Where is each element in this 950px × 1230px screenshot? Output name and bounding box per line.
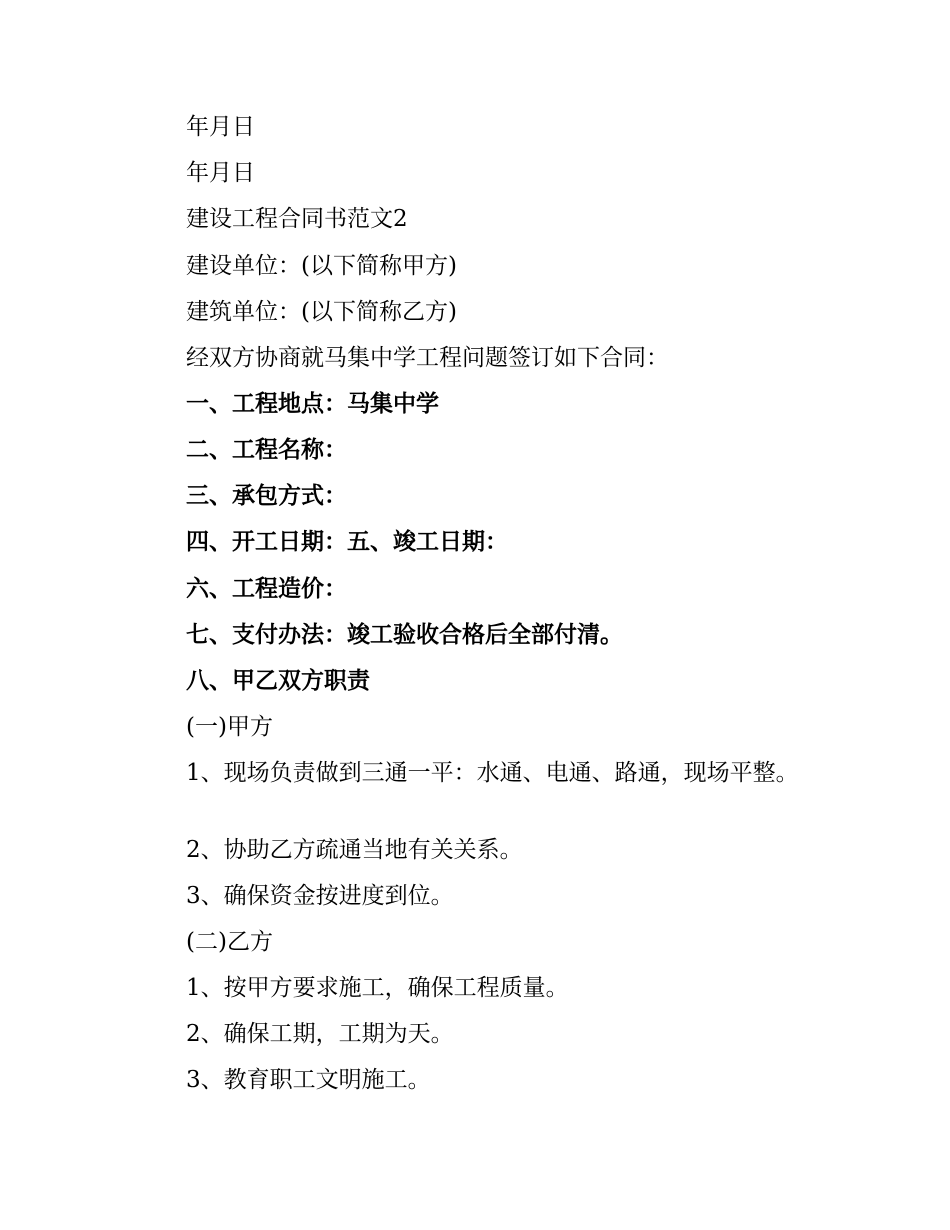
section-party-b: (二)乙方 [186, 929, 273, 955]
party-a-item-2: 2、协助乙方疏通当地有关关系。 [186, 837, 523, 863]
clause-7-payment: 七、支付办法：竣工验收合格后全部付清。 [186, 622, 623, 648]
document-title: 建设工程合同书范文2 [186, 206, 408, 232]
clause-8-duties: 八、甲乙双方职责 [186, 668, 370, 694]
clause-3-contract-mode: 三、承包方式： [186, 483, 347, 509]
party-b-item-3: 3、教育职工文明施工。 [186, 1067, 431, 1093]
paragraph-date-2: 年月日 [186, 160, 255, 186]
party-a-item-3: 3、确保资金按进度到位。 [186, 883, 454, 909]
clause-1-location: 一、工程地点：马集中学 [186, 391, 439, 417]
party-b-item-1: 1、按甲方要求施工，确保工程质量。 [186, 975, 569, 1001]
paragraph-party-a: 建设单位：(以下简称甲方) [186, 253, 457, 279]
party-b-item-2: 2、确保工期，工期为天。 [186, 1021, 454, 1047]
paragraph-date-1: 年月日 [186, 114, 255, 140]
clause-2-name: 二、工程名称： [186, 437, 347, 463]
clause-6-cost: 六、工程造价： [186, 576, 347, 602]
paragraph-party-b: 建筑单位：(以下简称乙方) [186, 299, 457, 325]
clause-4-5-dates: 四、开工日期：五、竣工日期： [186, 529, 508, 555]
party-a-item-1: 1、现场负责做到三通一平：水通、电通、路通，现场平整。 [186, 760, 799, 786]
paragraph-intro: 经双方协商就马集中学工程问题签订如下合同： [186, 345, 669, 371]
section-party-a: (一)甲方 [186, 714, 273, 740]
